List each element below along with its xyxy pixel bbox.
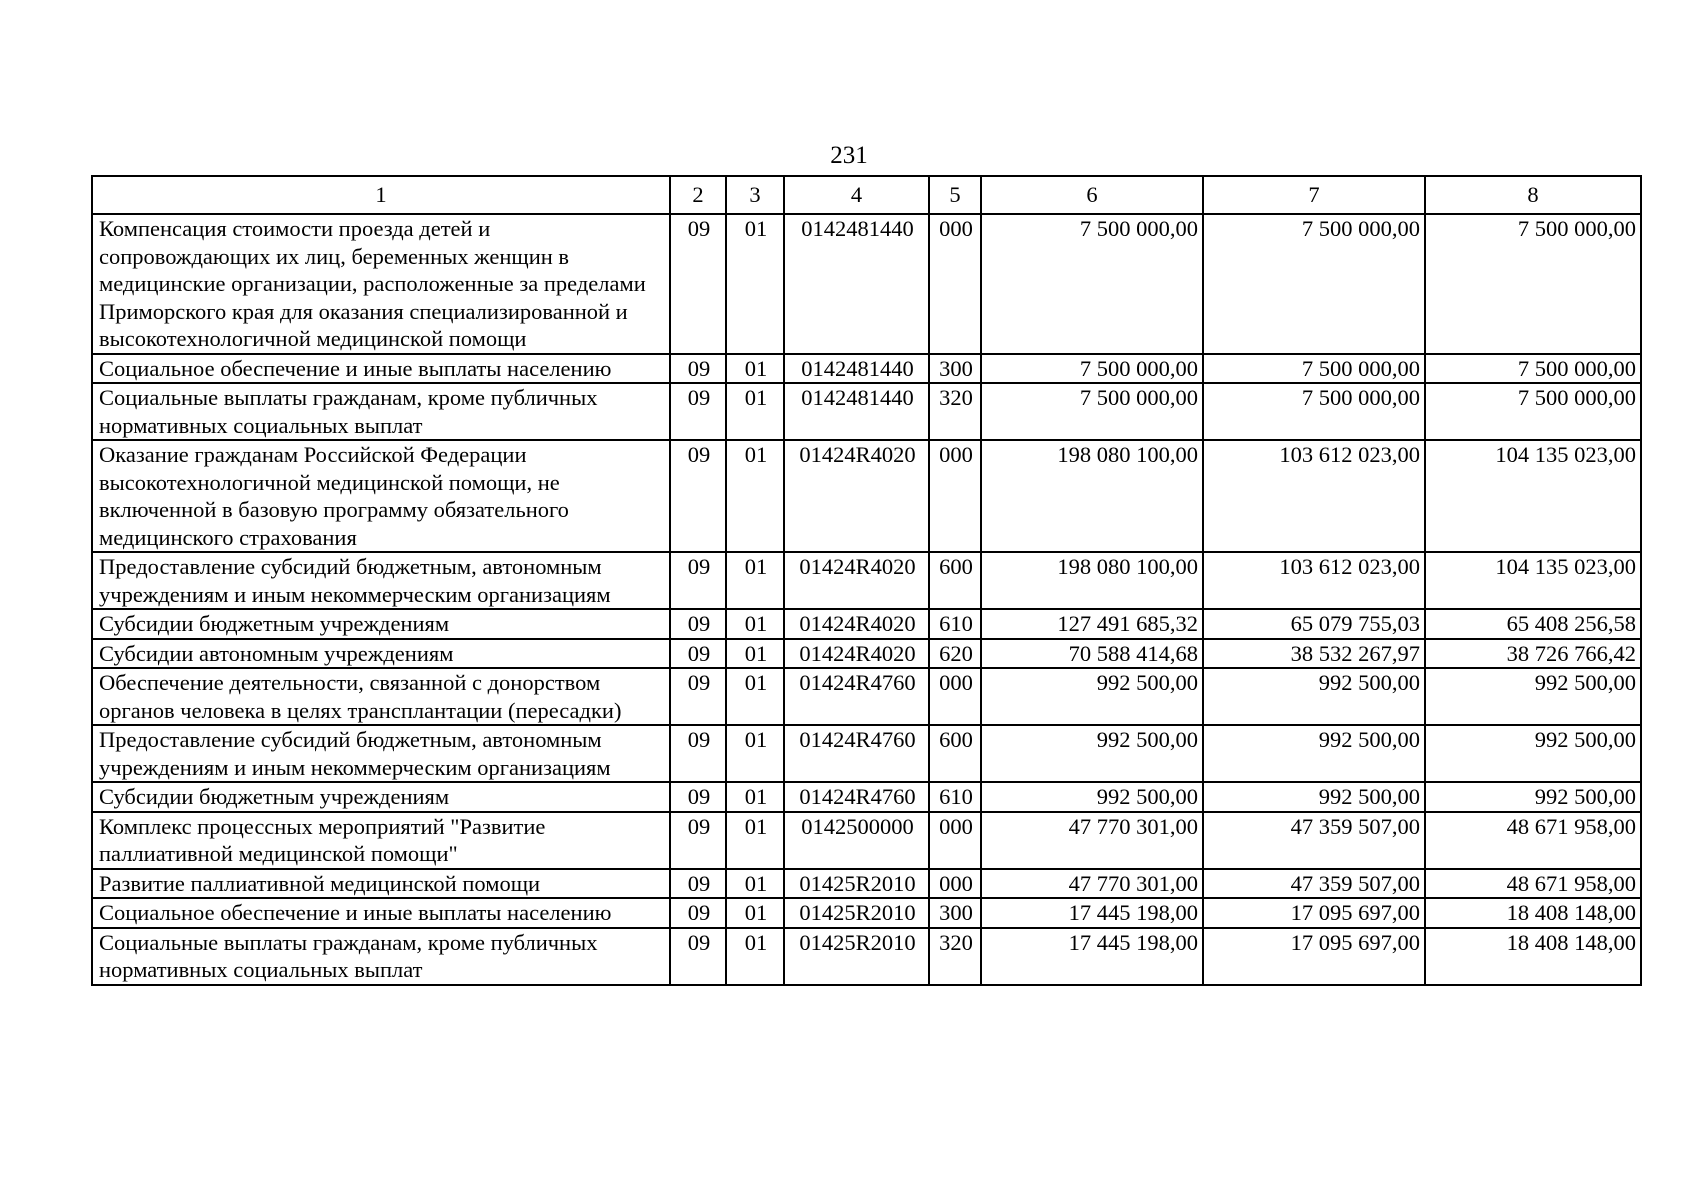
expense-name: Социальные выплаты гражданам, кроме публичных нормативных социальных выплат [92, 928, 670, 985]
amount-year-2: 103 612 023,00 [1203, 440, 1425, 552]
subsection-code: 01 [726, 812, 784, 869]
table-row [92, 639, 1641, 669]
amount-year-1: 70 588 414,68 [981, 639, 1203, 669]
amount-year-3: 65 408 256,58 [1425, 609, 1641, 639]
expense-name: Оказание гражданам Российской Федерации высокотехнологичной медицинской помощи, не включенной в базовую программу обязательного медицинского страхования [92, 440, 670, 552]
table-row [92, 552, 1641, 609]
amount-year-1: 7 500 000,00 [981, 354, 1203, 384]
section-code: 09 [670, 440, 726, 552]
table-row [92, 725, 1641, 782]
subsection-code: 01 [726, 898, 784, 928]
expense-type-code: 000 [929, 214, 981, 354]
expense-name: Субсидии бюджетным учреждениям [92, 609, 670, 639]
target-article-code: 01424R4020 [784, 609, 929, 639]
amount-year-2: 992 500,00 [1203, 668, 1425, 725]
expense-type-code: 600 [929, 552, 981, 609]
header-cell: 6 [981, 176, 1203, 214]
subsection-code: 01 [726, 928, 784, 985]
section-code: 09 [670, 928, 726, 985]
expense-type-code: 320 [929, 383, 981, 440]
target-article-code: 01424R4020 [784, 639, 929, 669]
expense-type-code: 000 [929, 812, 981, 869]
amount-year-3: 992 500,00 [1425, 725, 1641, 782]
expense-name: Обеспечение деятельности, связанной с донорством органов человека в целях трансплантации (пересадки) [92, 668, 670, 725]
target-article-code: 0142481440 [784, 214, 929, 354]
section-code: 09 [670, 214, 726, 354]
expense-type-code: 600 [929, 725, 981, 782]
amount-year-3: 104 135 023,00 [1425, 552, 1641, 609]
budget-table [91, 175, 1642, 986]
target-article-code: 0142481440 [784, 354, 929, 384]
expense-type-code: 620 [929, 639, 981, 669]
amount-year-2: 17 095 697,00 [1203, 928, 1425, 985]
amount-year-1: 47 770 301,00 [981, 869, 1203, 899]
amount-year-2: 38 532 267,97 [1203, 639, 1425, 669]
expense-name: Социальное обеспечение и иные выплаты населению [92, 354, 670, 384]
amount-year-1: 992 500,00 [981, 668, 1203, 725]
expense-type-code: 320 [929, 928, 981, 985]
section-code: 09 [670, 812, 726, 869]
amount-year-3: 48 671 958,00 [1425, 812, 1641, 869]
expense-name: Социальное обеспечение и иные выплаты населению [92, 898, 670, 928]
section-code: 09 [670, 898, 726, 928]
amount-year-3: 992 500,00 [1425, 668, 1641, 725]
expense-name: Предоставление субсидий бюджетным, автономным учреждениям и иным некоммерческим организациям [92, 725, 670, 782]
section-code: 09 [670, 782, 726, 812]
amount-year-1: 992 500,00 [981, 782, 1203, 812]
target-article-code: 01424R4760 [784, 668, 929, 725]
table-row [92, 812, 1641, 869]
expense-name: Субсидии бюджетным учреждениям [92, 782, 670, 812]
amount-year-3: 7 500 000,00 [1425, 383, 1641, 440]
amount-year-1: 17 445 198,00 [981, 928, 1203, 985]
expense-name: Социальные выплаты гражданам, кроме публичных нормативных социальных выплат [92, 383, 670, 440]
page-number: 231 [830, 142, 868, 169]
table-row [92, 668, 1641, 725]
table-header [92, 176, 1641, 214]
subsection-code: 01 [726, 609, 784, 639]
target-article-code: 01425R2010 [784, 898, 929, 928]
amount-year-3: 18 408 148,00 [1425, 928, 1641, 985]
subsection-code: 01 [726, 639, 784, 669]
expense-type-code: 000 [929, 869, 981, 899]
table-body [92, 214, 1641, 985]
header-cell: 1 [92, 176, 670, 214]
expense-type-code: 610 [929, 609, 981, 639]
expense-name: Компенсация стоимости проезда детей и сопровождающих их лиц, беременных женщин в медицинские организации, расположенные за пределами Приморского края для оказания специализированной и высокотехнологичной медицинской помощи [92, 214, 670, 354]
section-code: 09 [670, 354, 726, 384]
header-cell: 4 [784, 176, 929, 214]
expense-name: Развитие паллиативной медицинской помощи [92, 869, 670, 899]
amount-year-2: 7 500 000,00 [1203, 383, 1425, 440]
table-row [92, 440, 1641, 552]
amount-year-3: 992 500,00 [1425, 782, 1641, 812]
section-code: 09 [670, 668, 726, 725]
header-row [92, 176, 1641, 214]
amount-year-1: 127 491 685,32 [981, 609, 1203, 639]
header-cell: 5 [929, 176, 981, 214]
table-row [92, 869, 1641, 899]
amount-year-1: 7 500 000,00 [981, 383, 1203, 440]
target-article-code: 01424R4020 [784, 552, 929, 609]
amount-year-3: 18 408 148,00 [1425, 898, 1641, 928]
target-article-code: 01425R2010 [784, 869, 929, 899]
amount-year-2: 7 500 000,00 [1203, 214, 1425, 354]
subsection-code: 01 [726, 725, 784, 782]
target-article-code: 0142500000 [784, 812, 929, 869]
expense-name: Предоставление субсидий бюджетным, автономным учреждениям и иным некоммерческим организациям [92, 552, 670, 609]
amount-year-3: 7 500 000,00 [1425, 354, 1641, 384]
table-row [92, 354, 1641, 384]
header-cell: 8 [1425, 176, 1641, 214]
target-article-code: 01425R2010 [784, 928, 929, 985]
expense-name: Субсидии автономным учреждениям [92, 639, 670, 669]
amount-year-1: 198 080 100,00 [981, 552, 1203, 609]
section-code: 09 [670, 869, 726, 899]
amount-year-2: 992 500,00 [1203, 725, 1425, 782]
amount-year-1: 198 080 100,00 [981, 440, 1203, 552]
amount-year-3: 48 671 958,00 [1425, 869, 1641, 899]
expense-type-code: 300 [929, 354, 981, 384]
subsection-code: 01 [726, 383, 784, 440]
amount-year-1: 7 500 000,00 [981, 214, 1203, 354]
amount-year-1: 17 445 198,00 [981, 898, 1203, 928]
target-article-code: 01424R4760 [784, 725, 929, 782]
amount-year-2: 17 095 697,00 [1203, 898, 1425, 928]
amount-year-2: 47 359 507,00 [1203, 812, 1425, 869]
table-row [92, 609, 1641, 639]
subsection-code: 01 [726, 782, 784, 812]
subsection-code: 01 [726, 440, 784, 552]
header-cell: 7 [1203, 176, 1425, 214]
amount-year-1: 47 770 301,00 [981, 812, 1203, 869]
amount-year-2: 47 359 507,00 [1203, 869, 1425, 899]
expense-name: Комплекс процессных мероприятий "Развитие паллиативной медицинской помощи" [92, 812, 670, 869]
amount-year-2: 7 500 000,00 [1203, 354, 1425, 384]
section-code: 09 [670, 609, 726, 639]
header-cell: 3 [726, 176, 784, 214]
subsection-code: 01 [726, 668, 784, 725]
amount-year-3: 38 726 766,42 [1425, 639, 1641, 669]
table-row [92, 928, 1641, 985]
section-code: 09 [670, 639, 726, 669]
target-article-code: 0142481440 [784, 383, 929, 440]
subsection-code: 01 [726, 354, 784, 384]
section-code: 09 [670, 725, 726, 782]
amount-year-2: 992 500,00 [1203, 782, 1425, 812]
expense-type-code: 000 [929, 668, 981, 725]
section-code: 09 [670, 552, 726, 609]
expense-type-code: 300 [929, 898, 981, 928]
header-cell: 2 [670, 176, 726, 214]
subsection-code: 01 [726, 869, 784, 899]
amount-year-2: 65 079 755,03 [1203, 609, 1425, 639]
target-article-code: 01424R4020 [784, 440, 929, 552]
amount-year-3: 7 500 000,00 [1425, 214, 1641, 354]
subsection-code: 01 [726, 214, 784, 354]
subsection-code: 01 [726, 552, 784, 609]
target-article-code: 01424R4760 [784, 782, 929, 812]
table-row [92, 214, 1641, 354]
amount-year-1: 992 500,00 [981, 725, 1203, 782]
table-row [92, 383, 1641, 440]
amount-year-2: 103 612 023,00 [1203, 552, 1425, 609]
expense-type-code: 000 [929, 440, 981, 552]
table-row [92, 898, 1641, 928]
expense-type-code: 610 [929, 782, 981, 812]
table-row [92, 782, 1641, 812]
section-code: 09 [670, 383, 726, 440]
amount-year-3: 104 135 023,00 [1425, 440, 1641, 552]
